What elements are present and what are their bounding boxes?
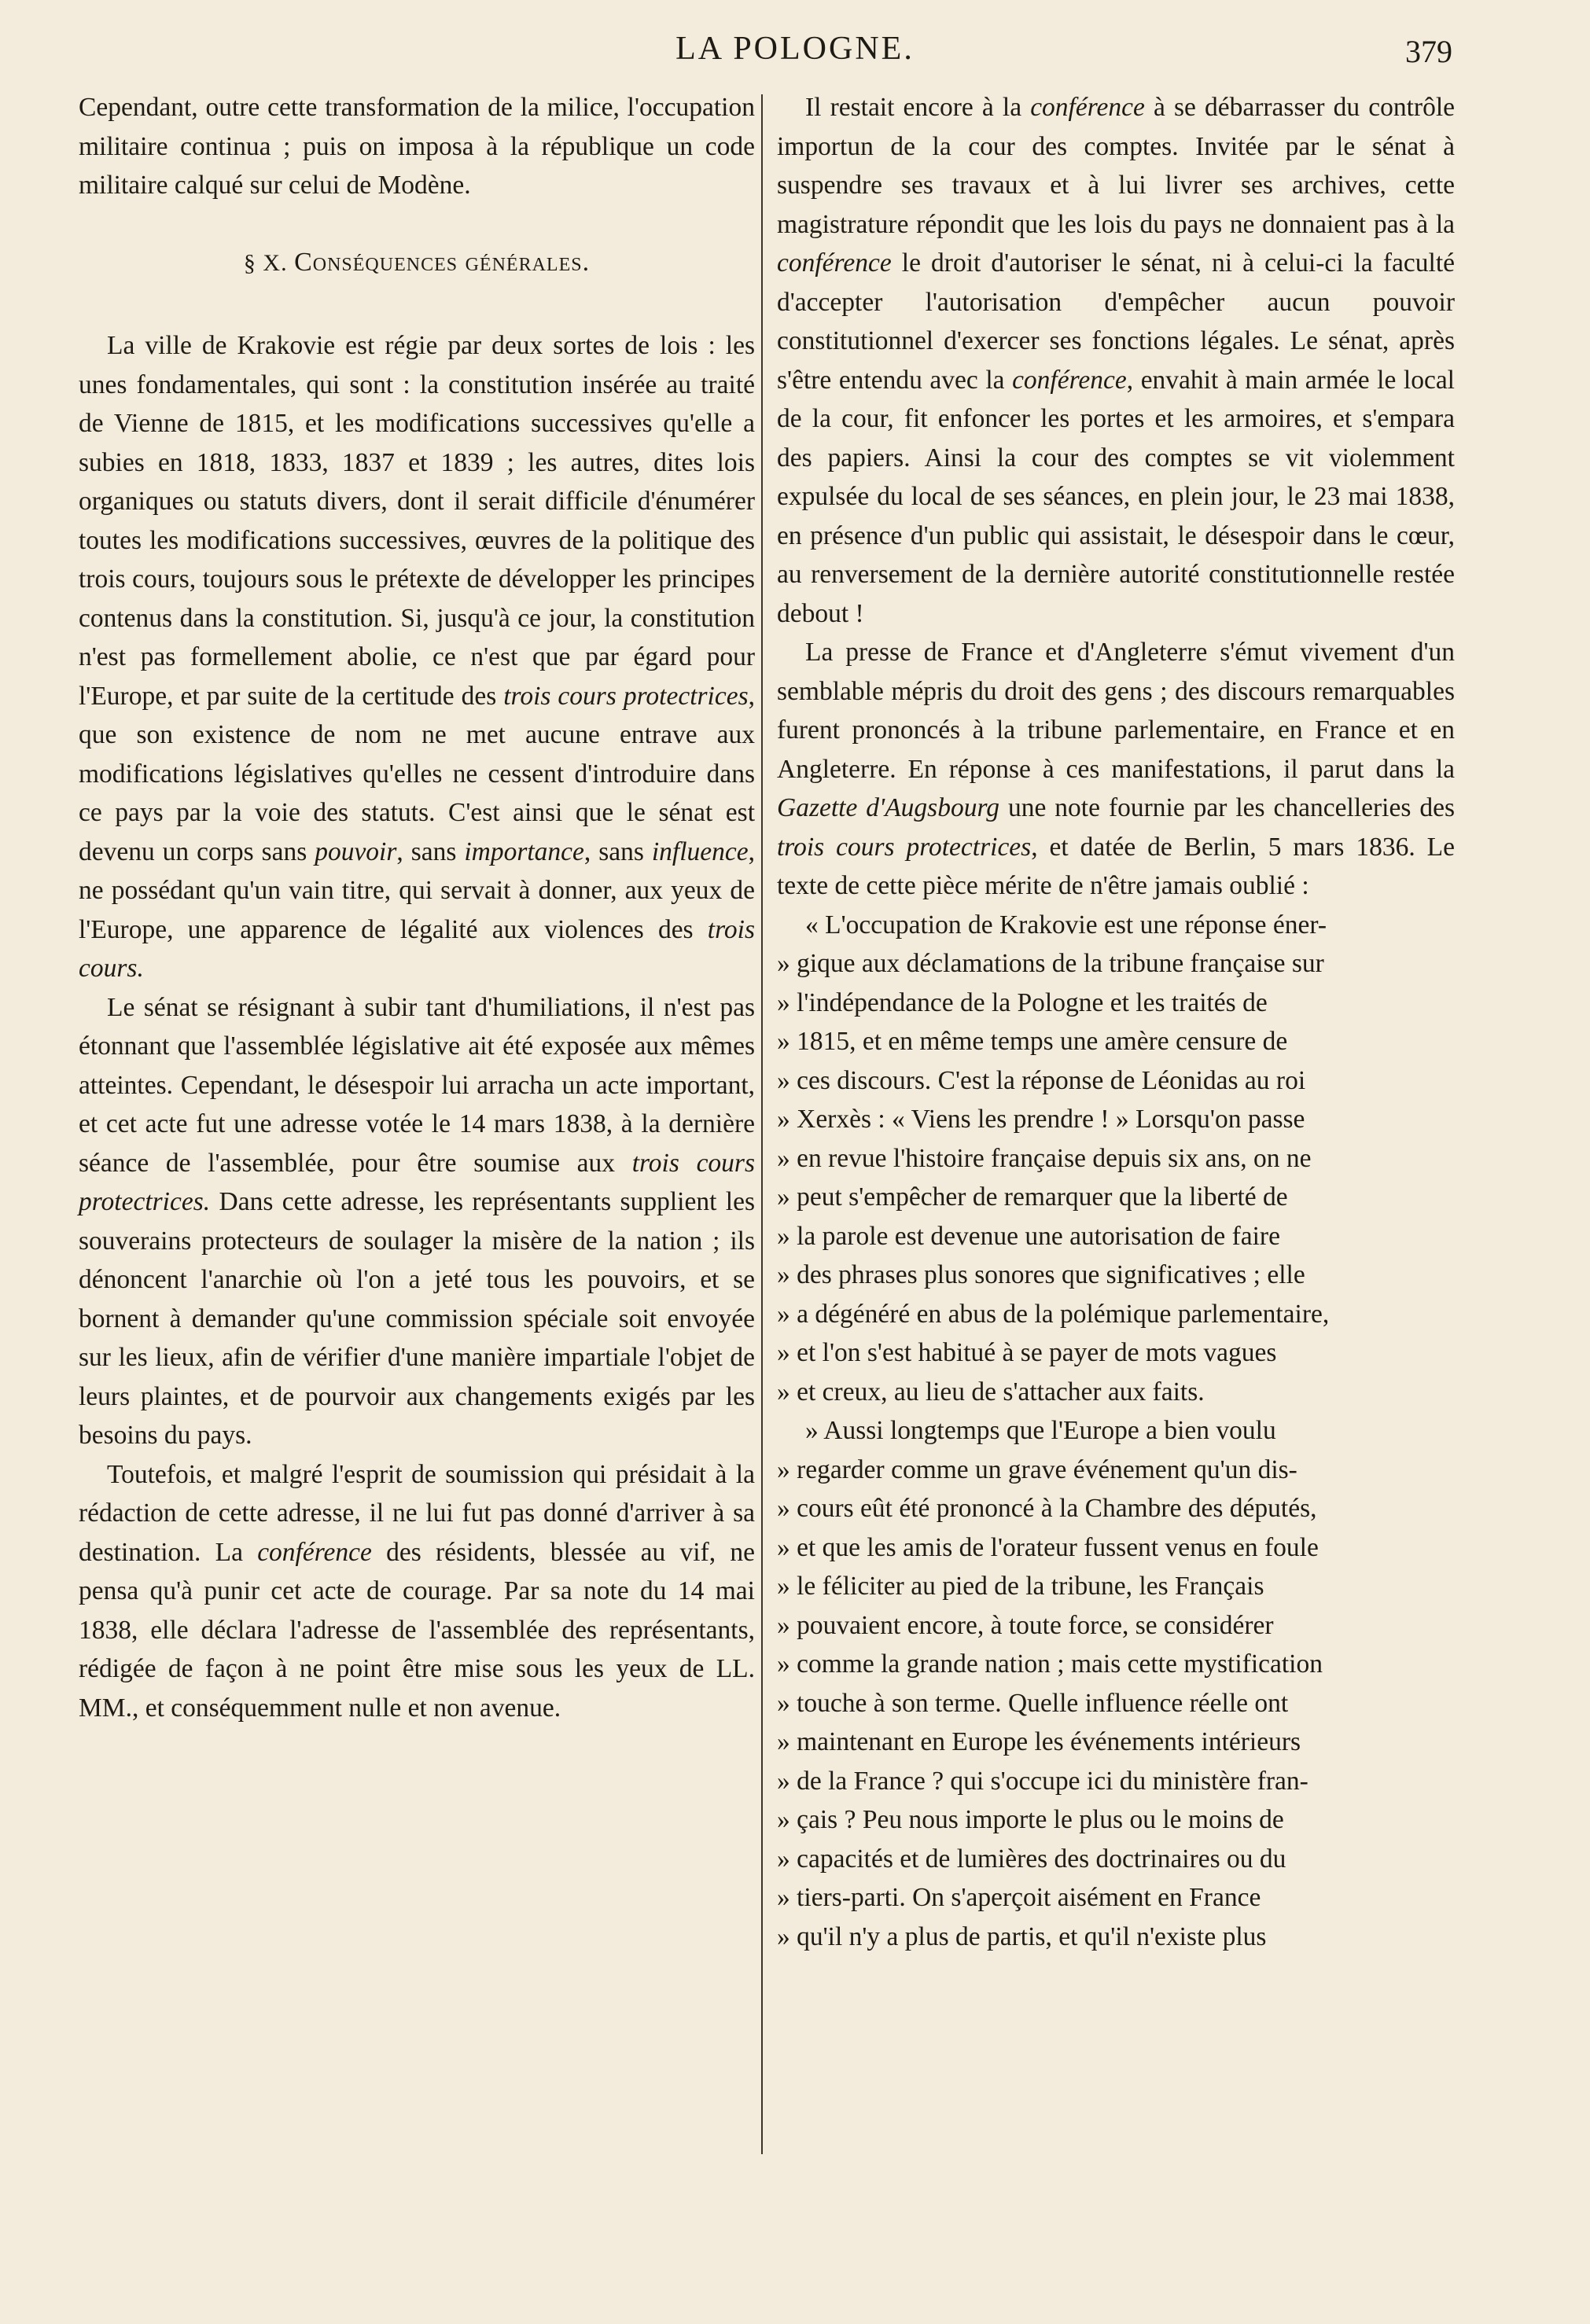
- text-run: , et datée de Berlin, 5 mars 1836. Le texte de cette pièce mérite de n'être jamais oublié :: [777, 832, 1455, 900]
- quote-line: » le féliciter au pied de la tribune, les Français: [777, 1567, 1455, 1606]
- paragraph: [79, 326, 755, 988]
- italic-run: conférence: [1030, 93, 1145, 122]
- quote-line: » qu'il n'y a plus de partis, et qu'il n'existe plus: [777, 1918, 1455, 1957]
- section-mark: § X.: [243, 249, 288, 276]
- text-run: Il restait encore à la: [805, 93, 1031, 122]
- quote-line: » de la France ? qui s'occupe ici du ministère fran-: [777, 1762, 1455, 1801]
- italic-run: trois cours protectrices.: [79, 1148, 756, 1216]
- text-run: , sans: [583, 837, 652, 866]
- italic-run: trois cours protectrices: [777, 832, 1032, 862]
- quote-line: » Xerxès : « Viens les prendre ! » Lorsqu'on passe: [777, 1100, 1455, 1139]
- quote-line: » maintenant en Europe les événements intérieurs: [777, 1723, 1455, 1762]
- quote-line: » capacités et de lumières des doctrinaires ou du: [777, 1840, 1455, 1879]
- text-run: , sans: [396, 837, 465, 866]
- quote-line: « L'occupation de Krakovie est une réponse éner-: [777, 906, 1455, 945]
- text-run: une note fournie par les chancelleries des: [999, 793, 1455, 822]
- italic-run: pouvoir: [315, 837, 397, 866]
- text-run: La ville de Krakovie est régie par deux sortes de lois : les unes fondamentales, qui sont : la constitution insérée au traité de Vienne de 1815, et les modifications successives qu'elle a subies en 1818, 1833, 1837 et 1839 ; les autres, dites lois organiques ou statuts divers, dont il serait difficile d'énumérer toutes les modifications successives, œuvres de la politique des trois cours, toujours sous le prétexte de développer les principes contenus dans la constitution. Si, jusqu'à ce jour, la constitution n'est pas formellement abolie, ce n'est que par égard pour l'Europe, et par suite de la certitude des: [79, 331, 755, 711]
- text-run: , envahit à main armée le local de la cour, fit enfoncer les portes et les armoires, et s'empara des papiers. Ainsi la cour des comptes se vit violemment expulsée du local de ses séances, en plein jour, le 23 mai 1838, en présence d'un public qui assistait, le désespoir dans le cœur, au renversement de la dernière autorité constitutionnelle restée debout !: [777, 365, 1455, 628]
- text-run: Le sénat se résignant à subir tant d'humiliations, il n'est pas étonnant que l'assemblée législative ait été exposée aux mêmes atteintes. Cependant, le désespoir lui arracha un acte important, et cet acte fut une adresse votée le 14 mars 1838, à la dernière séance de l'assemblée, pour être soumise aux: [79, 992, 755, 1178]
- quote-line: » et creux, au lieu de s'attacher aux faits.: [777, 1373, 1455, 1412]
- quote-line: » comme la grande nation ; mais cette mystification: [777, 1645, 1455, 1684]
- paragraph: [777, 88, 1455, 633]
- paragraph: [79, 988, 755, 1455]
- quote-line: » Aussi longtemps que l'Europe a bien voulu: [777, 1411, 1455, 1451]
- quote-line: » a dégénéré en abus de la polémique parlementaire,: [777, 1295, 1455, 1334]
- paragraph: [777, 633, 1455, 906]
- quote-line: » ces discours. C'est la réponse de Léonidas au roi: [777, 1061, 1455, 1101]
- section-title: Conséquences générales.: [294, 247, 591, 277]
- running-header: [0, 30, 1590, 77]
- page-number: 379: [1405, 34, 1452, 69]
- italic-run: trois cours.: [79, 914, 755, 983]
- text-run: le droit d'autoriser le sénat, ni à celui-ci la faculté d'accepter l'autorisation d'empêcher aucun pouvoir constitutionnel d'exercer ses fonctions légales. Le sénat, après s'être entendu avec la: [777, 248, 1455, 395]
- text-run: , ne possédant qu'un vain titre, qui servait à donner, aux yeux de l'Europe, une apparence de légalité aux violences des: [79, 837, 755, 944]
- paragraph: [79, 1455, 755, 1728]
- italic-run: conférence: [257, 1537, 372, 1567]
- italic-run: Gazette d'Augsbourg: [777, 793, 1000, 822]
- quote-line: » cours eût été prononcé à la Chambre des députés,: [777, 1489, 1455, 1528]
- text-run: , que son existence de nom ne met aucune entrave aux modifications législatives qu'elles ne cessent d'introduire dans ce pays par la voie des statuts. C'est ainsi que le sénat est devenu un corps sans: [79, 681, 755, 866]
- quoted-note: [777, 906, 1455, 1957]
- italic-run: influence: [651, 837, 749, 866]
- quote-line: » pouvaient encore, à toute force, se considérer: [777, 1606, 1455, 1646]
- italic-run: conférence: [777, 248, 892, 278]
- italic-run: trois cours protectrices: [503, 681, 749, 711]
- text-run: des résidents, blessée au vif, ne pensa qu'à punir cet acte de courage. Par sa note du 14 mai 1838, elle déclara l'adresse de l'assemblée des représentants, rédigée de façon à ne point être mise sous les yeux de LL. MM., et conséquemment nulle et non avenue.: [79, 1537, 755, 1723]
- section-heading: [79, 243, 755, 283]
- running-title: LA POLOGNE.: [675, 31, 915, 67]
- quote-line: » l'indépendance de la Pologne et les traités de: [777, 984, 1455, 1023]
- text-run: à se débarrasser du contrôle importun de la cour des comptes. Invitée par le sénat à suspendre ses travaux et à lui livrer ses archives, cette magistrature répondit que les lois du pays ne donnaient pas à la: [777, 93, 1455, 239]
- paragraph: Cependant, outre cette transformation de la milice, l'occupation militaire continua ; puis on imposa à la république un code militaire calqué sur celui de Modène.: [79, 93, 755, 200]
- italic-run: conférence: [1012, 365, 1127, 395]
- quote-line: » la parole est devenue une autorisation de faire: [777, 1217, 1455, 1256]
- quote-line: » des phrases plus sonores que significatives ; elle: [777, 1256, 1455, 1295]
- quote-line: » tiers-parti. On s'aperçoit aisément en France: [777, 1878, 1455, 1918]
- left-column: [79, 88, 755, 1727]
- quote-line: » 1815, et en même temps une amère censure de: [777, 1022, 1455, 1061]
- text-run: La presse de France et d'Angleterre s'émut vivement d'un semblable mépris du droit des gens ; des discours remarquables furent prononcés à la tribune parlementaire, en France et en Angleterre. En réponse à ces manifestations, il parut dans la: [777, 638, 1455, 784]
- quote-line: » peut s'empêcher de remarquer que la liberté de: [777, 1178, 1455, 1217]
- column-divider: [761, 94, 763, 2154]
- quote-line: » et l'on s'est habitué à se payer de mots vagues: [777, 1333, 1455, 1373]
- text-run: Toutefois, et malgré l'esprit de soumission qui présidait à la rédaction de cette adresse, il ne lui fut pas donné d'arriver à sa destination. La: [79, 1459, 755, 1567]
- right-column: [777, 88, 1455, 1956]
- quote-line: » gique aux déclamations de la tribune française sur: [777, 944, 1455, 984]
- quote-line: » regarder comme un grave événement qu'un dis-: [777, 1451, 1455, 1490]
- quote-line: » touche à son terme. Quelle influence réelle ont: [777, 1684, 1455, 1723]
- quote-line: » et que les amis de l'orateur fussent venus en foule: [777, 1528, 1455, 1568]
- quote-line: » çais ? Peu nous importe le plus ou le moins de: [777, 1800, 1455, 1840]
- text-run: Dans cette adresse, les représentants supplient les souverains protecteurs de soulager la misère de la nation ; ils dénoncent l'anarchie où l'on a jeté tous les pouvoirs, et se bornent à demander qu'une commission spéciale soit envoyée sur les lieux, afin de vérifier d'une manière impartiale l'objet de leurs plaintes, et de pourvoir aux changements exigés par les besoins du pays.: [79, 1187, 755, 1450]
- quote-line: » en revue l'histoire française depuis six ans, on ne: [777, 1139, 1455, 1179]
- italic-run: importance: [464, 837, 584, 866]
